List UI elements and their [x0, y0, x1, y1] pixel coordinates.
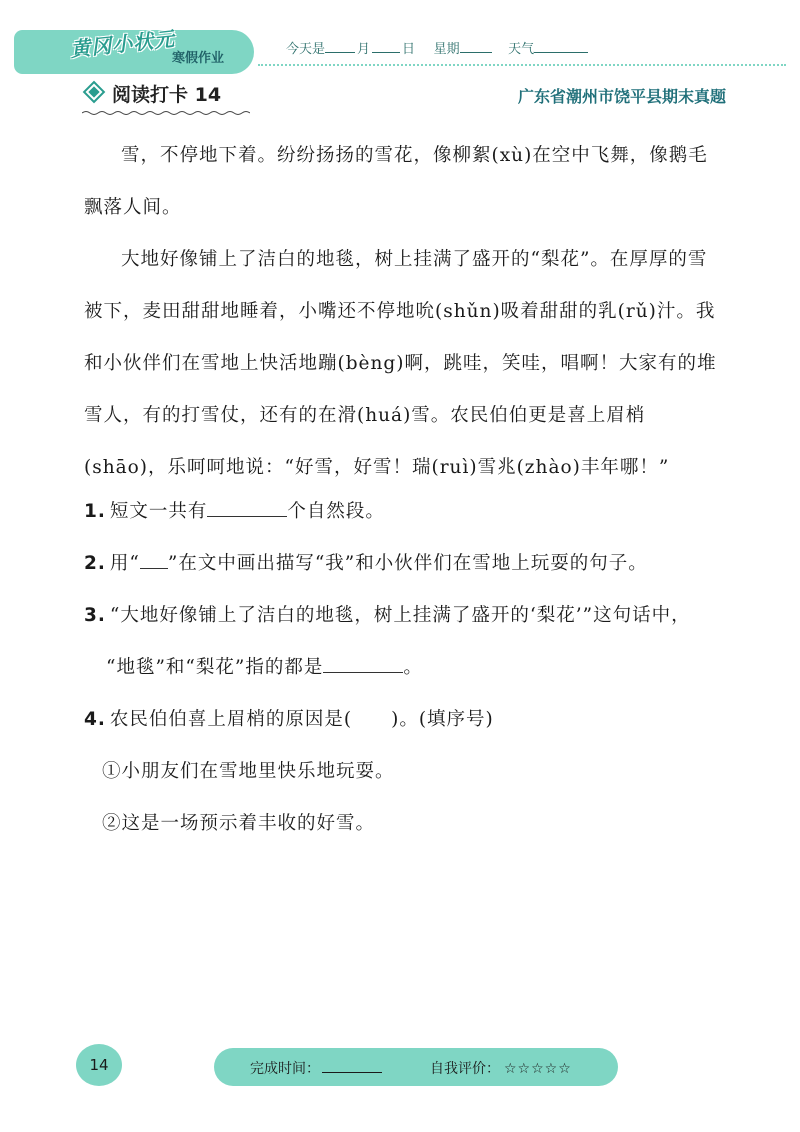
weekday-label: 星期: [433, 42, 460, 57]
self-rating: [430, 1058, 572, 1078]
question-4-number: 4.: [84, 709, 106, 730]
section-title-text: 阅读打卡 14: [112, 84, 222, 106]
weekday-blank[interactable]: [460, 40, 492, 53]
month-label: 月: [357, 42, 371, 57]
question-2-number: 2.: [84, 553, 106, 574]
section-title: [86, 80, 221, 107]
question-4-option-2: ②这是一场预示着丰收的好雪。: [102, 813, 376, 834]
question-3-answer-blank[interactable]: [323, 658, 403, 673]
passage-paragraph-1: 雪，不停地下着。纷纷扬扬的雪花，像柳絮(xù)在空中飞舞，像鹅毛飘落人间。: [84, 145, 708, 218]
question-2: [84, 538, 734, 590]
question-3: [84, 590, 734, 642]
question-4-text: 农民伯伯喜上眉梢的原因是( )。(填序号): [109, 709, 494, 730]
self-rating-label: 自我评价：: [430, 1061, 500, 1077]
question-1-text-after: 个自然段。: [287, 501, 385, 522]
diamond-icon: [83, 81, 106, 104]
question-3-text-after: 。: [403, 657, 423, 678]
question-2-line-sample: [140, 554, 168, 569]
brand-subtitle: 寒假作业: [172, 51, 225, 66]
question-4-option-1: ①小朋友们在雪地里快乐地玩耍。: [102, 761, 395, 782]
header-dotted-rule: [258, 64, 786, 66]
questions: [84, 486, 734, 850]
question-3-line-2: [84, 642, 734, 694]
completion-time: [250, 1058, 382, 1078]
question-4: [84, 694, 734, 746]
footer-bar: [214, 1048, 618, 1086]
reading-passage: [84, 130, 724, 494]
day-blank[interactable]: [372, 40, 400, 53]
question-1: [84, 486, 734, 538]
question-3-number: 3.: [84, 605, 106, 626]
weather-label: 天气: [508, 42, 535, 57]
page-number: 14: [76, 1044, 122, 1086]
day-label: 日: [402, 42, 416, 57]
weather-blank[interactable]: [534, 40, 588, 53]
date-line: [286, 38, 588, 57]
date-prefix: 今天是: [286, 42, 326, 57]
brand-logo: 黄冈小状元: [69, 26, 177, 62]
question-1-answer-blank[interactable]: [207, 502, 287, 517]
passage-paragraph-2: 大地好像铺上了洁白的地毯，树上挂满了盛开的“梨花”。在厚厚的雪被下，麦田甜甜地睡着，小嘴还不停地吮(shǔn)吸着甜甜的乳(rǔ)汁。我和小伙伴们在雪地上快活地蹦(bèng)啊，跳哇，笑哇，唱啊！大家有的堆雪人，有的打雪仗，还有的在滑(huá)雪。农民伯伯更是喜上眉梢(shāo)，乐呵呵地说：“好雪，好雪！瑞(ruì)雪兆(zhào)丰年哪！”: [84, 249, 717, 478]
exam-source: 广东省潮州市饶平县期末真题: [517, 87, 726, 106]
month-blank[interactable]: [325, 40, 355, 53]
question-1-text-before: 短文一共有: [109, 501, 208, 522]
question-2-text-after: ”在文中画出描写“我”和小伙伴们在雪地上玩耍的句子。: [167, 553, 648, 574]
title-wave-underline: [82, 110, 250, 116]
question-3-text: “大地好像铺上了洁白的地毯，树上挂满了盛开的‘梨花’”这句话中，: [109, 605, 691, 626]
question-2-text-before: 用“: [109, 553, 140, 574]
completion-time-blank[interactable]: [322, 1059, 382, 1073]
question-3-text-before: “地毯”和“梨花”指的都是: [106, 657, 324, 678]
question-1-number: 1.: [84, 501, 106, 522]
completion-time-label: 完成时间：: [250, 1061, 320, 1077]
rating-stars[interactable]: ☆☆☆☆☆: [504, 1061, 572, 1077]
